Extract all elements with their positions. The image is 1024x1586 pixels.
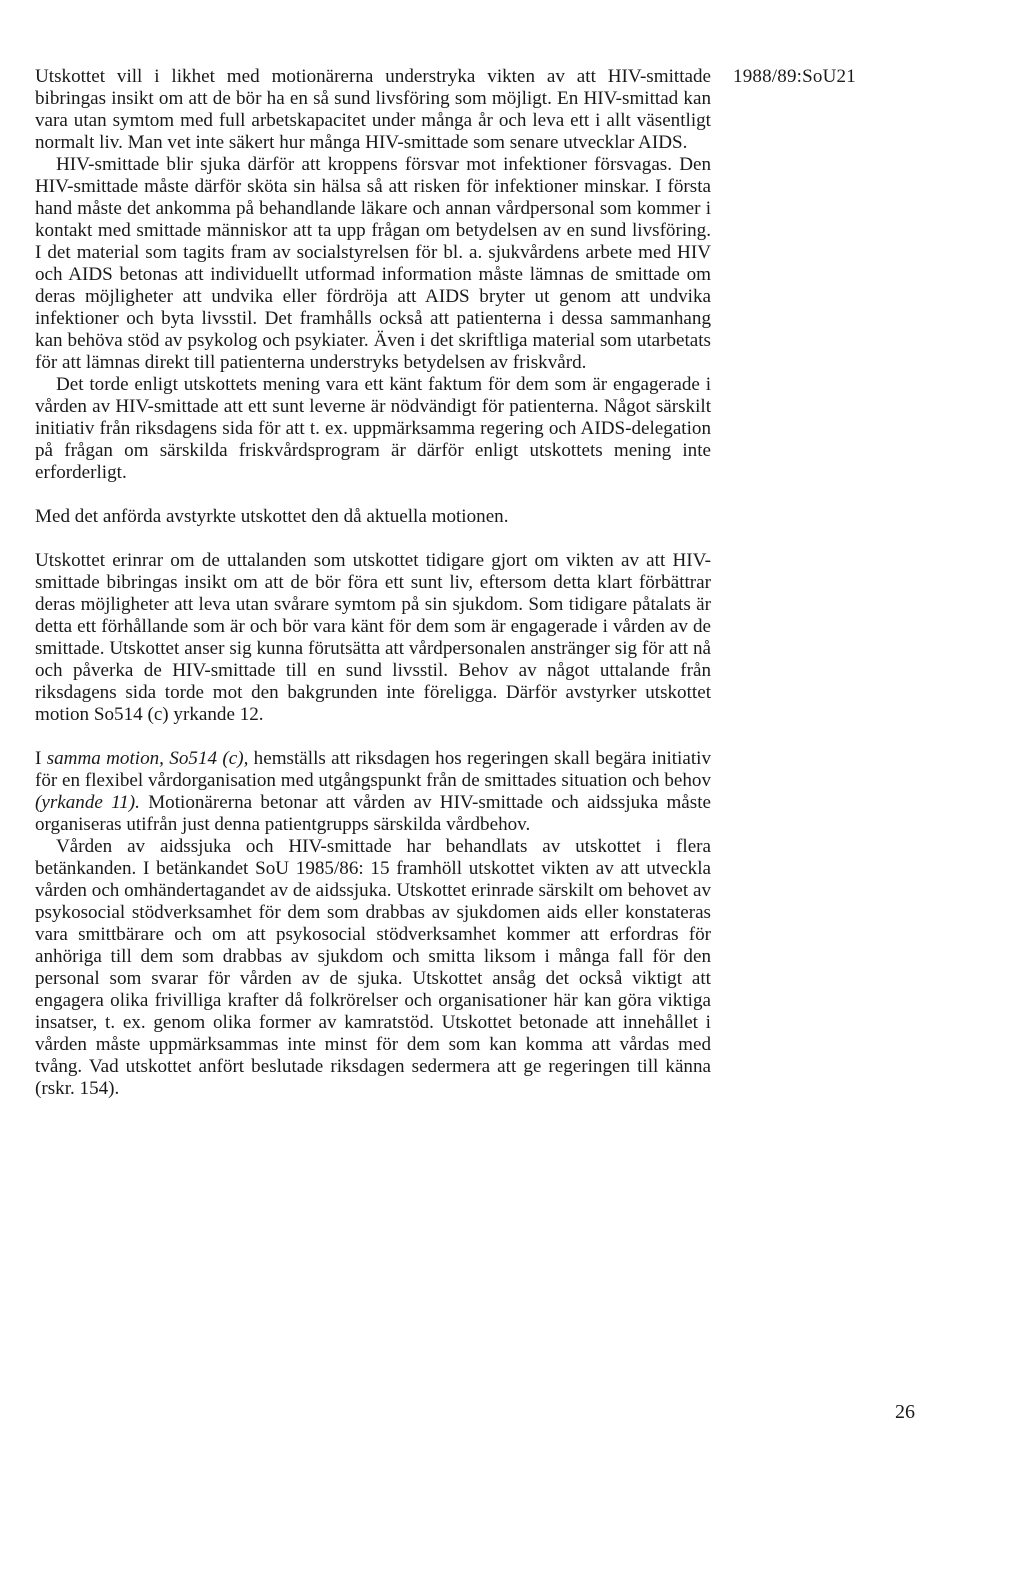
- page-number: 26: [895, 1401, 915, 1423]
- paragraph-5: Utskottet erinrar om de uttalanden som utskottet tidigare gjort om vikten av att HIV-smittade bibringas insikt om att de bör föra ett sunt liv, eftersom detta klart förbättrar deras möjligheter att leva utan svårare symtom på sin sjukdom. Som tidigare påtalats är detta ett förhållande som är och bör vara känt för dem som är engagerade i vården av de smittade. Utskottet anser sig kunna förutsätta att vårdpersonalen anstränger sig för att nå och påverka de HIV-smittade till en sund livsstil. Behov av något uttalande från riksdagens sida torde mot den bakgrunden inte föreligga. Därför avstyrker utskottet motion So514 (c) yrkande 12.: [35, 550, 711, 725]
- paragraph-2: HIV-smittade blir sjuka därför att kroppens försvar mot infektioner försvagas. Den HIV-smittade måste därför sköta sin hälsa så att risken för infektioner minskar. I första hand måste det ankomma på behandlande läkare och annan vårdpersonal som kommer i kontakt med smittade människor att ta upp frågan om betydelsen av en sund livsföring. I det material som tagits fram av socialstyrelsen för bl. a. sjukvårdens arbete med HIV och AIDS betonas att individuellt utformad information måste lämnas de smittade om deras möjligheter att undvika eller fördröja att AIDS bryter ut genom att undvika infektioner och byta livsstil. Det framhålls också att patienterna i dessa sammanhang kan behöva stöd av psykolog och psykiater. Även i det skriftliga material som utarbetats för att lämnas direkt till patienterna understryks betydelsen av friskvård.: [35, 154, 711, 373]
- paragraph-6: [35, 748, 711, 836]
- paragraph-7: Vården av aidssjuka och HIV-smittade har behandlats av utskottet i flera betänkanden. I betänkandet SoU 1985/86: 15 framhöll utskottet vikten av att utveckla vården och omhändertagandet av de aidssjuka. Utskottet erinrade särskilt om behovet av psykosocial stödverksamhet för dem som drabbas av sjukdomen aids eller konstateras vara smittbärare och om att psykosocial stödverksamhet kommer att erfordras för anhöriga till dem som drabbas av sjukdom och smitta liksom i många fall för den personal som svarar för vården av de sjuka. Utskottet ansåg det också viktigt att engagera olika frivilliga krafter då folkrörelser och organisationer här kan göra viktiga insatser, t. ex. genom olika former av kamratstöd. Utskottet betonade att innehållet i vården måste uppmärksammas inte minst för dem som kan komma att vårdas med tvång. Vad utskottet anfört beslutade riksdagen sedermera att ge regeringen till känna (rskr. 154).: [35, 836, 711, 1099]
- paragraph-4: Med det anförda avstyrkte utskottet den då aktuella motionen.: [35, 506, 509, 527]
- paragraph-6-part-e: Motionärerna betonar att vården av HIV-smittade och aidssjuka måste organiseras utifrån just denna patientgrupps särskilda vårdbehov.: [35, 792, 711, 835]
- motion-reference: samma motion, So514 (c),: [46, 748, 249, 769]
- document-reference: 1988/89:SoU21: [733, 66, 856, 87]
- yrkande-reference: (yrkande 11).: [35, 792, 140, 813]
- paragraph-1: Utskottet vill i likhet med motionärerna understryka vikten av att HIV-smittade bibringas insikt om att de bör ha en så sund livsföring som möjligt. En HIV-smittad kan vara utan symtom med full arbetskapacitet under många år och leva ett i allt väsentligt normalt liv. Man vet inte säkert hur många HIV-smittade som senare utvecklar AIDS.: [35, 66, 711, 153]
- paragraph-3: Det torde enligt utskottets mening vara ett känt faktum för dem som är engagerade i vården av HIV-smittade att ett sunt leverne är nödvändigt för patienterna. Något särskilt initiativ från riksdagens sida för att t. ex. uppmärksamma regering och AIDS-delegation på frågan om särskilda friskvårdsprogram är därför enligt utskottets mening inte erforderligt.: [35, 374, 711, 483]
- body-text: [35, 66, 711, 1100]
- paragraph-6-part-c: hemställs att riksdagen hos regeringen skall begära initiativ för en flexibel vårdorganisation med utgångspunkt från de smittades situation och behov: [35, 748, 711, 791]
- paragraph-6-part-a: I: [35, 748, 47, 769]
